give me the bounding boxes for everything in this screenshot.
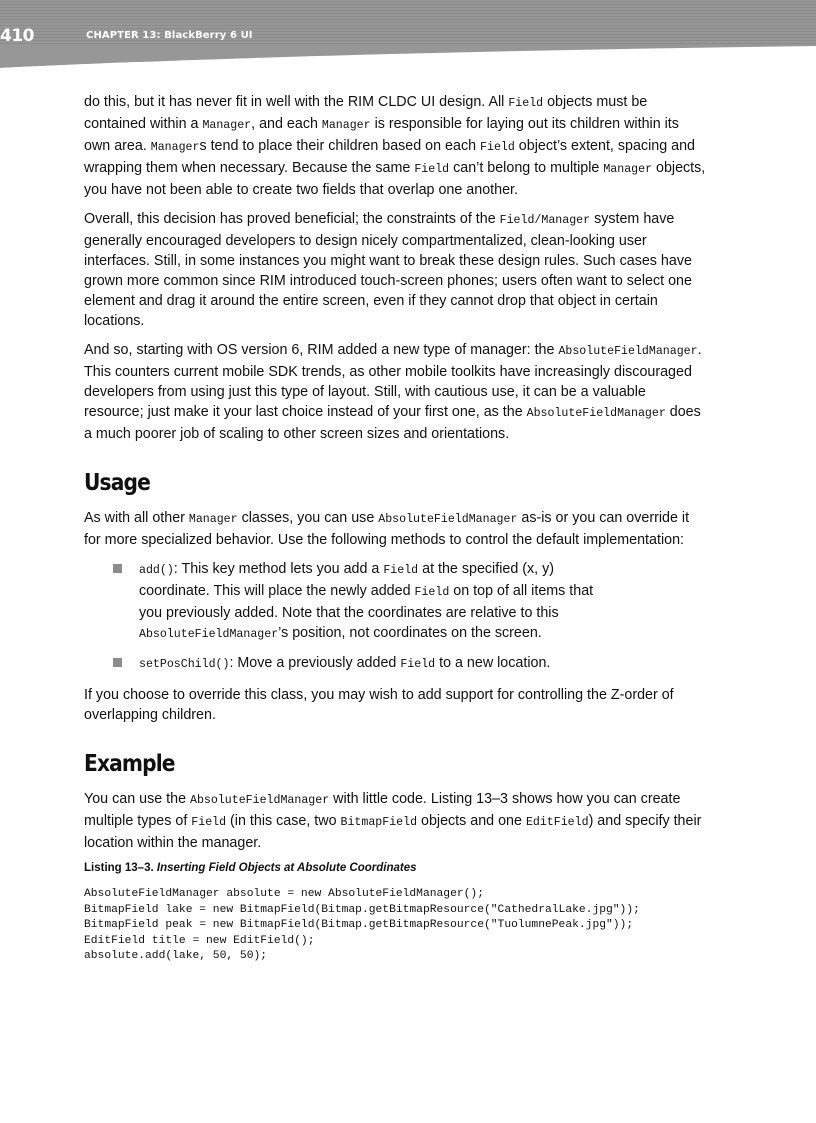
listing-caption [84,862,709,874]
inline-code: AbsoluteFieldManager [190,794,330,807]
running-head: CHAPTER 13: BlackBerry 6 UI [86,30,253,41]
paragraph: Overall, this decision has proved beneficial; the constraints of the Field/Manager system have generally encouraged developers to design nicely compartmentalized, clean-looking user interfaces. Still, in some instances you might want to break these design rules. Such cases have grown more common since RIM introduced touch-screen phones; users often want to select one element and drag it around the entire screen, even if they cannot drop that object in certain locations. [84,211,692,329]
inline-code: Field [480,141,515,154]
listing-title: Inserting Field Objects at Absolute Coordinates [156,862,417,874]
code-listing: AbsoluteFieldManager absolute = new AbsoluteFieldManager(); BitmapField lake = new BitmapField(Bitmap.getBitmapResource("CathedralLake.jpg")); BitmapField peak = new BitmapField(Bitmap.getBitmapResource("TuolumnePeak.jpg")); EditField title = new EditField(); absolute.add(lake, 50, 50); [84,888,640,962]
inline-code: Manager [321,119,371,132]
header-curve [0,44,816,94]
paragraph: And so, starting with OS version 6, RIM added a new type of manager: the AbsoluteFieldManager. This counters current mobile SDK trends, as other mobile toolkits have increasingly discouraged developers from using just this type of layout. Still, with cautious use, it can be a valuable resource; just make it your last choice instead of your first one, as the AbsoluteFieldManager does a much poorer job of scaling to other screen sizes and orientations. [84,342,702,442]
bullet-square-icon [113,658,122,667]
inline-code: Field [400,658,436,671]
paragraph: If you choose to override this class, you may wish to add support for controlling the Z-order of overlapping children. [84,687,674,723]
inline-code: Manager [150,141,200,154]
inline-code: AbsoluteFieldManager [378,513,518,526]
inline-code: Field/Manager [499,214,591,227]
section-heading-example: Example [84,751,175,777]
inline-code: Field [508,97,544,110]
list-item: add(): This key method lets you add a Field at the specified (x, y) coordinate. This will place the newly added Field on top of all items that you previously added. Note that the coordinates are relative to this AbsoluteFieldManager’s position, not coordinates on the screen. [84,559,619,645]
paragraph: You can use the AbsoluteFieldManager with little code. Listing 13–3 shows how you can create multiple types of Field (in this case, two BitmapField objects and one EditField) and specify their location within the manager. [84,791,702,851]
inline-code: Field [414,586,450,599]
list-item: setPosChild(): Move a previously added Field to a new location. [84,653,619,675]
inline-code: Field [414,163,450,176]
inline-code: Manager [202,119,252,132]
inline-code: Manager [603,163,653,176]
method-list [84,559,709,675]
inline-code: AbsoluteFieldManager [139,628,279,641]
listing-label: Listing 13–3. [84,862,154,874]
inline-code: BitmapField [340,816,418,829]
inline-code: AbsoluteFieldManager [558,345,698,358]
inline-code: EditField [525,816,589,829]
inline-code: AbsoluteFieldManager [526,407,666,420]
page-number: 410 [0,26,34,46]
page-body [84,92,709,965]
inline-code: add() [139,564,174,577]
paragraph: do this, but it has never fit in well with the RIM CLDC UI design. All Field objects must be contained within a Manager, and each Manager is responsible for laying out its children within its own area. Managers tend to place their children based on each Field object’s extent, spacing and wrapping them when necessary. Because the same Field can’t belong to multiple Manager objects, you have not been able to create two fields that overlap one another. [84,94,706,198]
inline-code: Field [383,564,419,577]
bullet-square-icon [113,564,122,573]
section-heading-usage: Usage [84,470,150,496]
inline-code: Field [191,816,227,829]
paragraph: As with all other Manager classes, you can use AbsoluteFieldManager as-is or you can override it for more specialized behavior. Use the following methods to control the default implementation: [84,510,690,548]
inline-code: Manager [188,513,238,526]
inline-code: setPosChild() [139,658,230,671]
